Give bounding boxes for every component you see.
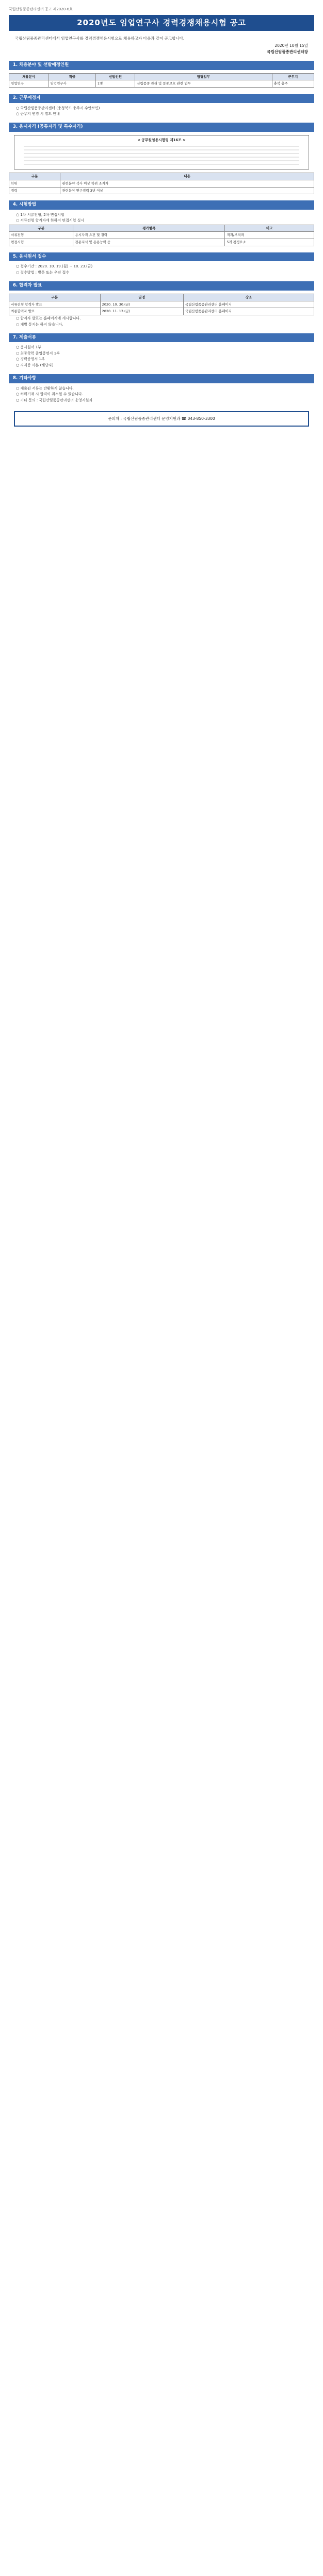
list-item: ○ 접수방법 : 방문 또는 우편 접수 (16, 270, 309, 275)
table-cell: 학위 (9, 180, 60, 187)
table-header: 구분 (9, 173, 60, 180)
schedule-table (9, 294, 314, 315)
text-line (24, 145, 299, 147)
list-item: ○ 개별 통지는 하지 않습니다. (16, 323, 309, 327)
table-cell: 2020. 10. 30.(금) (100, 301, 183, 308)
table-cell: 면접시험 (9, 239, 73, 246)
table-cell: 최종합격자 발표 (9, 308, 101, 315)
regulation-box-title: < 공무원임용시험령 제16조 > (137, 138, 186, 142)
table-row (9, 80, 314, 88)
table-header: 구분 (9, 225, 73, 232)
list-item: ○ 경력증명서 1부 (16, 357, 309, 362)
table-header: 구분 (9, 294, 101, 301)
table-cell: 임업연구 (9, 80, 49, 88)
list-item: ○ 접수기간 : 2020. 10. 19.(월) ~ 10. 23.(금) (16, 264, 309, 269)
list-item: ○ 최종학력 졸업증명서 1부 (16, 351, 309, 356)
table-row (9, 239, 314, 246)
list-item: ○ 근무지 변경 시 별도 안내 (16, 112, 309, 116)
text-line (24, 156, 299, 158)
table-header: 근무지 (272, 73, 314, 80)
table-cell: 1명 (95, 80, 135, 88)
table-cell: 5개 평정요소 (225, 239, 314, 246)
section-header-6: 6. 합격자 발표 (9, 281, 314, 290)
qualification-table (9, 173, 314, 194)
notice-date: 2020년 10월 15일 (274, 43, 308, 48)
table-header: 담당업무 (135, 73, 272, 80)
organization-name: 국립산림품종관리센터장 (267, 49, 308, 54)
section-header-1: 1. 채용분야 및 선발예정인원 (9, 61, 314, 70)
table-cell: 산림품종 관리 및 품종보호 관련 업무 (135, 80, 272, 88)
table-row (9, 232, 314, 239)
table-cell: 서류전형 합격자 발표 (9, 301, 101, 308)
table-header: 채용분야 (9, 73, 49, 80)
recruitment-table (9, 73, 314, 88)
text-line (24, 148, 299, 151)
table-cell: 응시자격 요건 및 경력 (73, 232, 225, 239)
section-header-4: 4. 시험방법 (9, 200, 314, 209)
table-cell: 국립산림품종관리센터 홈페이지 (183, 308, 314, 315)
table-header: 선발인원 (95, 73, 135, 80)
table-row (9, 180, 314, 187)
table-header: 장소 (183, 294, 314, 301)
table-cell: 2020. 11. 13.(금) (100, 308, 183, 315)
contact-footer: 문의처 : 국립산림품종관리센터 운영지원과 ☎ 043-850-3300 (14, 411, 309, 427)
regulation-box (14, 135, 309, 170)
text-line (24, 152, 299, 155)
list-item: ○ 응시원서 1부 (16, 345, 309, 350)
list-item: ○ 제출된 서류는 반환하지 않습니다. (16, 386, 309, 391)
list-item: ○ 허위기재 시 합격이 취소될 수 있습니다. (16, 392, 309, 397)
text-line (24, 163, 299, 165)
section-header-7: 7. 제출서류 (9, 333, 314, 342)
section-header-2: 2. 근무예정지 (9, 94, 314, 103)
exam-method-table (9, 225, 314, 246)
table-cell: 서류전형 (9, 232, 73, 239)
table-cell: 적격/부적격 (225, 232, 314, 239)
table-cell: 전문지식 및 응용능력 등 (73, 239, 225, 246)
page-title: 2020년도 임업연구사 경력경쟁채용시험 공고 (9, 15, 314, 30)
table-cell: 국립산림품종관리센터 홈페이지 (183, 301, 314, 308)
table-row (9, 187, 314, 194)
list-item: ○ 국립산림품종관리센터 (충청북도 충주시 수안보면) (16, 106, 309, 111)
list-item: ○ 합격자 발표는 홈페이지에 게시합니다. (16, 316, 309, 321)
list-item: ○ 자격증 사본 (해당자) (16, 363, 309, 368)
table-row (9, 308, 314, 315)
section-header-3: 3. 응시자격 (공통자격 및 특수자격) (9, 123, 314, 131)
list-item: ○ 기타 문의 : 국립산림품종관리센터 운영지원과 (16, 398, 309, 403)
table-header: 비고 (225, 225, 314, 232)
list-item: ○ 1차 서류전형, 2차 면접시험 (16, 213, 309, 217)
table-cell: 임업연구사 (49, 80, 95, 88)
list-item: ○ 서류전형 합격자에 한하여 면접시험 실시 (16, 218, 309, 223)
section-header-5: 5. 응시원서 접수 (9, 252, 314, 261)
notice-page (9, 0, 314, 427)
table-cell: 경력 (9, 187, 60, 194)
text-line (24, 159, 299, 162)
header-note: 국립산림품종관리센터 공고 제2020-6호 (9, 7, 73, 11)
table-header: 직급 (49, 73, 95, 80)
table-header: 일정 (100, 294, 183, 301)
table-header: 내용 (60, 173, 314, 180)
table-row (9, 301, 314, 308)
table-cell: 관련분야 석사 이상 학위 소지자 (60, 180, 314, 187)
table-cell: 관련분야 연구경력 3년 이상 (60, 187, 314, 194)
section-header-8: 8. 기타사항 (9, 374, 314, 383)
table-cell: 충북 충주 (272, 80, 314, 88)
table-header: 평가항목 (73, 225, 225, 232)
intro-text: 국립산림품종관리센터에서 임업연구사를 경력경쟁채용시험으로 채용하고자 다음과 같이 공고합니다. (15, 36, 185, 41)
